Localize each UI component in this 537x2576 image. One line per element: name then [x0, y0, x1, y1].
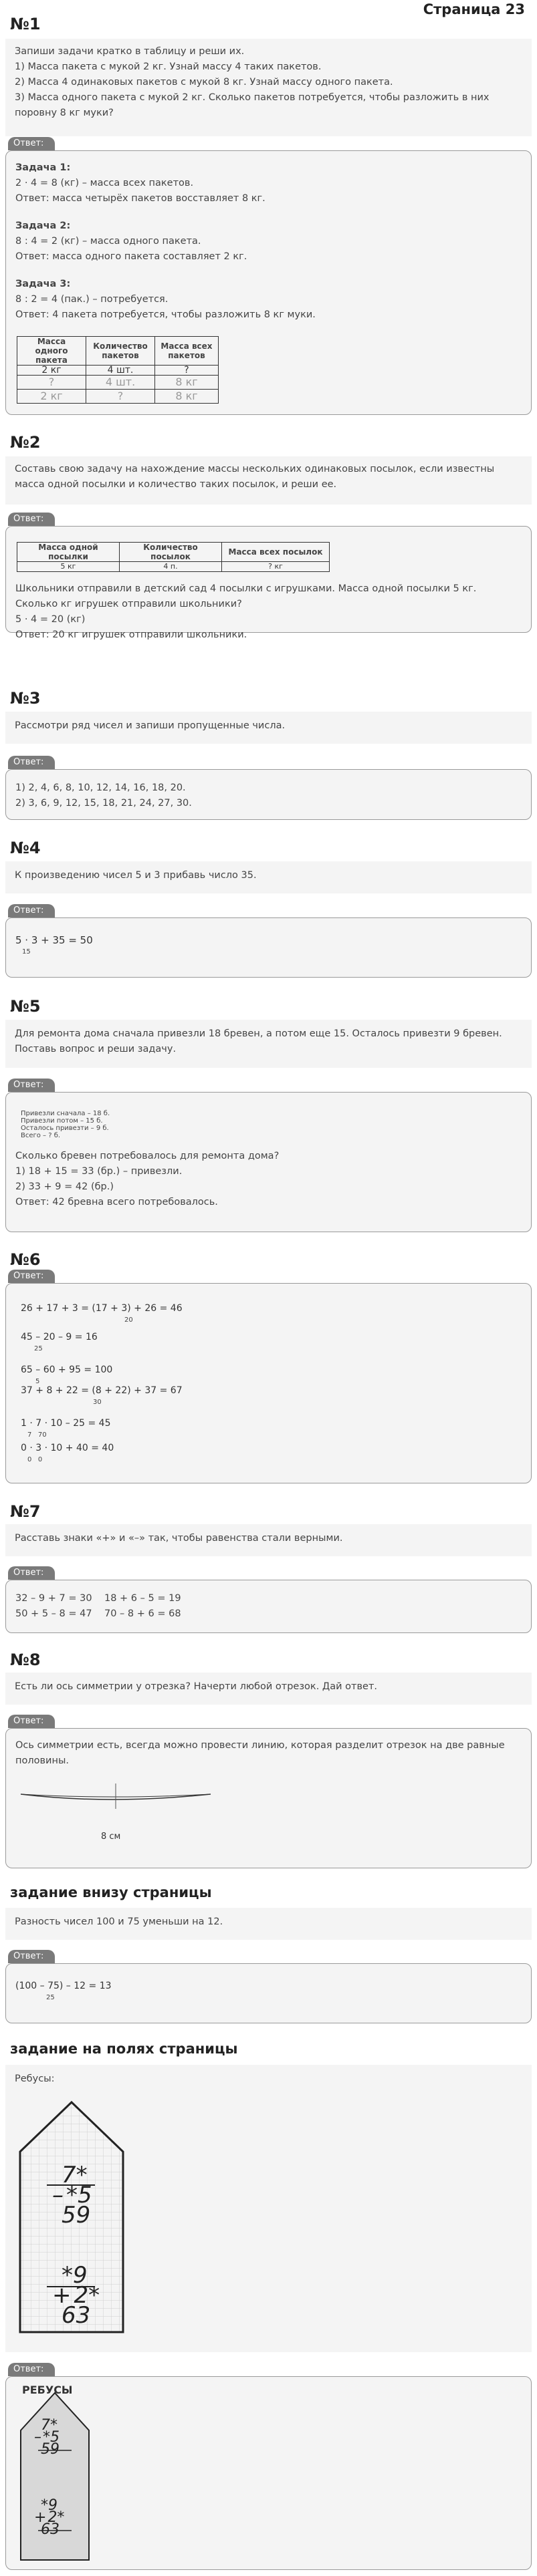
table-cell: 4 шт. [86, 366, 155, 376]
table-header: Масса одной посылки [17, 543, 120, 562]
task-2-result: Ответ: 20 кг игрушек отправили школьники. [15, 629, 247, 640]
task-2-table [17, 542, 330, 572]
task-3-row-1: 1) 2, 4, 6, 8, 10, 12, 14, 16, 18, 20. [15, 782, 186, 793]
task-7-row-1: 32 – 9 + 7 = 30 18 + 6 – 5 = 19 [15, 1593, 181, 1604]
task-5-short-record [21, 1110, 522, 1139]
rebus-answer-row: *9 [41, 2497, 58, 2514]
task-4-note: 15 [22, 948, 31, 956]
task-3-line: Рассмотри ряд чисел и запиши пропущенные числа. [15, 720, 286, 731]
z1-answer: Ответ: масса четырёх пакетов восставляет 8 кг. [15, 193, 265, 204]
bottom-task-expression: (100 – 75) – 12 = 13 [15, 1981, 112, 1991]
margin-task-line: Ребусы: [15, 2073, 55, 2084]
z1-solution: 2 · 4 = 8 (кг) – масса всех пакетов. [15, 178, 194, 188]
table-header: Масса всех пакетов [155, 337, 219, 366]
answer-label: Ответ: [8, 1950, 55, 1963]
rebus-1-row: 7* [62, 2162, 88, 2188]
rebus-answer-row: 7* [41, 2417, 58, 2434]
table-cell: 2 кг [17, 366, 86, 376]
task-1-statement [5, 39, 532, 136]
expression-note: 0 0 [27, 1456, 43, 1463]
rebus-2-row: 2* [74, 2282, 100, 2309]
margin-task-statement [5, 2065, 532, 2352]
z2-answer: Ответ: масса одного пакета составляет 2 кг. [15, 251, 247, 262]
rebus-2-row: 63 [62, 2302, 91, 2329]
bottom-task-line: Разность чисел 100 и 75 уменьши на 12. [15, 1916, 223, 1927]
rebus-answer-row: 63 [41, 2521, 60, 2538]
rebus-answer-row: 59 [41, 2441, 60, 2458]
table-header: Масса одного пакета [17, 337, 86, 366]
task-3-row-2: 2) 3, 6, 9, 12, 15, 18, 21, 24, 27, 30. [15, 798, 192, 809]
table-cell: ? [155, 366, 219, 376]
short-record-line: Привезли потом – 15 б. [21, 1117, 103, 1125]
rebus-answer-row: 2* [47, 2509, 65, 2526]
rebus-2-row: *9 [62, 2262, 88, 2289]
task-2-solution: 5 · 4 = 20 (кг) [15, 614, 86, 625]
bottom-task-statement [5, 1908, 532, 1940]
table-cell: 4 п. [120, 562, 222, 572]
rebus-answer-row: *5 [43, 2429, 60, 2446]
task-7-title: №7 [10, 1502, 41, 1521]
minus-sign: – [34, 2429, 41, 2446]
task-7-answer [5, 1580, 532, 1633]
answer-label: Ответ: [8, 1079, 55, 1092]
margin-task-answer [5, 2376, 532, 2570]
expression: 37 + 8 + 22 = (8 + 22) + 37 = 67 [21, 1385, 183, 1396]
task-5-result: Ответ: 42 бревна всего потребовалось. [15, 1197, 218, 1207]
minus-sign: – [52, 2182, 64, 2208]
expression: 0 · 3 · 10 + 40 = 40 [21, 1443, 114, 1453]
task-1-line: 1) Масса пакета с мукой 2 кг. Узнай массу 4 таких пакетов. [15, 61, 322, 72]
task-3-answer [5, 769, 532, 820]
table-cell: ? [17, 376, 86, 390]
task-8-title: №8 [10, 1651, 41, 1669]
task-7-line: Расставь знаки «+» и «–» так, чтобы равенства стали верными. [15, 1533, 343, 1544]
short-record-line: Всего – ? б. [21, 1132, 61, 1139]
z3-heading: Задача 3: [15, 279, 71, 289]
table-header: Количество пакетов [86, 337, 155, 366]
expression: 45 – 20 – 9 = 16 [21, 1332, 98, 1342]
short-record-line: Осталось привезти – 9 б. [21, 1125, 109, 1132]
rebus-answer-heading: РЕБУСЫ [22, 2384, 73, 2396]
z1-heading: Задача 1: [15, 162, 71, 173]
rebus-1-row: *5 [66, 2182, 92, 2208]
expression-note: 5 [35, 1378, 40, 1385]
table-cell: ? кг [222, 562, 330, 572]
task-1-table [17, 336, 219, 404]
rebus-1-row: 59 [62, 2202, 91, 2229]
rebus-answer-2 [34, 2497, 65, 2538]
expression: 65 – 60 + 95 = 100 [21, 1365, 113, 1375]
task-8-text: Ось симметрии есть, всегда можно провести линию, которая разделит отрезок на две равные половины. [15, 1740, 508, 1766]
expression: 1 · 7 · 10 – 25 = 45 [21, 1418, 111, 1429]
task-4-answer [5, 917, 532, 978]
task-1-title: №1 [10, 15, 41, 33]
task-5-answer [5, 1092, 532, 1232]
table-cell: 5 кг [17, 562, 120, 572]
task-5-title: №5 [10, 997, 41, 1016]
answer-label: Ответ: [8, 137, 55, 150]
task-5-step-2: 2) 33 + 9 = 42 (бр.) [15, 1181, 114, 1192]
answer-label: Ответ: [8, 1270, 55, 1283]
table-cell: 2 кг [17, 390, 86, 404]
plus-sign: + [34, 2509, 47, 2526]
z2-heading: Задача 2: [15, 221, 71, 231]
task-8-statement [5, 1673, 532, 1705]
answer-label: Ответ: [8, 513, 55, 526]
task-3-statement [5, 712, 532, 744]
answer-label: Ответ: [8, 904, 55, 917]
task-4-expression: 5 · 3 + 35 = 50 [15, 934, 93, 946]
answer-label: Ответ: [8, 756, 55, 769]
answer-label: Ответ: [8, 2363, 55, 2376]
table-cell: 4 шт. [86, 376, 155, 390]
table-cell: 8 кг [155, 376, 219, 390]
table-cell: ? [86, 390, 155, 404]
rebus-answer-1 [34, 2417, 60, 2458]
short-record-line: Привезли сначала – 18 б. [21, 1110, 110, 1117]
task-8-line: Есть ли ось симметрии у отрезка? Начерти любой отрезок. Дай ответ. [15, 1681, 377, 1692]
bottom-task-answer [5, 1963, 532, 2023]
expression-note: 20 [124, 1316, 133, 1324]
table-header: Количество посылок [120, 543, 222, 562]
task-4-title: №4 [10, 839, 41, 857]
task-5-question: Сколько бревен потребовалось для ремонта дома? [15, 1151, 280, 1161]
task-5-step-1: 1) 18 + 15 = 33 (бр.) – привезли. [15, 1166, 183, 1177]
segment-label: 8 см [101, 1832, 121, 1842]
expression-note: 30 [93, 1399, 102, 1406]
task-2-title: №2 [10, 433, 41, 452]
task-6-answer [5, 1283, 532, 1483]
z3-solution: 8 : 2 = 4 (пак.) – потребуется. [15, 294, 169, 305]
task-7-row-2: 50 + 5 – 8 = 47 70 – 8 + 6 = 68 [15, 1608, 181, 1619]
expression-note: 25 [34, 1345, 43, 1352]
answer-label: Ответ: [8, 1715, 55, 1728]
task-6-title: №6 [10, 1250, 41, 1269]
bottom-task-note: 25 [46, 1994, 55, 2001]
expression: 26 + 17 + 3 = (17 + 3) + 26 = 46 [21, 1303, 183, 1314]
task-2-text: Школьники отправили в детский сад 4 посылки с игрушками. Масса одной посылки 5 кг. Сколько кг игрушек отправили школьники? [15, 583, 479, 609]
rebus-2 [52, 2262, 100, 2329]
task-1-line: Запиши задачи кратко в таблицу и реши их. [15, 46, 245, 57]
margin-task-title: задание на полях страницы [10, 2041, 238, 2057]
task-1-line: 3) Масса одного пакета с мукой 2 кг. Сколько пакетов потребуется, чтобы разложить в них поровну 8 кг муки? [15, 92, 493, 118]
z2-solution: 8 : 4 = 2 (кг) – масса одного пакета. [15, 236, 201, 247]
expression-note: 7 70 [27, 1431, 47, 1439]
task-7-statement [5, 1524, 532, 1556]
task-2-statement [5, 456, 532, 505]
answer-label: Ответ: [8, 1566, 55, 1580]
rebus-1 [52, 2162, 92, 2229]
bottom-task-title: задание внизу страницы [10, 1884, 212, 1900]
task-5-statement [5, 1020, 532, 1068]
table-cell: 8 кг [155, 390, 219, 404]
task-4-statement [5, 861, 532, 893]
task-2-answer [5, 526, 532, 640]
page-title: Страница 23 [423, 1, 525, 17]
task-8-answer [5, 1728, 532, 1868]
task-5-line: Для ремонта дома сначала привезли 18 бревен, а потом еще 15. Осталось привезти 9 бревен. Поставь вопрос и реши задачу. [15, 1028, 506, 1054]
task-1-line: 2) Масса 4 одинаковых пакетов с мукой 8 кг. Узнай массу одного пакета. [15, 77, 393, 88]
task-3-title: №3 [10, 689, 41, 708]
task-2-line: Составь свою задачу на нахождение массы нескольких одинаковых посылок, если известны масса одной посылки и количество таких посылок, и реши ее. [15, 464, 498, 490]
task-4-line: К произведению чисел 5 и 3 прибавь число 35. [15, 870, 257, 881]
table-header: Масса всех посылок [222, 543, 330, 562]
task-1-answer [5, 150, 532, 415]
plus-sign: + [52, 2282, 72, 2309]
z3-answer: Ответ: 4 пакета потребуется, чтобы разложить 8 кг муки. [15, 309, 316, 320]
